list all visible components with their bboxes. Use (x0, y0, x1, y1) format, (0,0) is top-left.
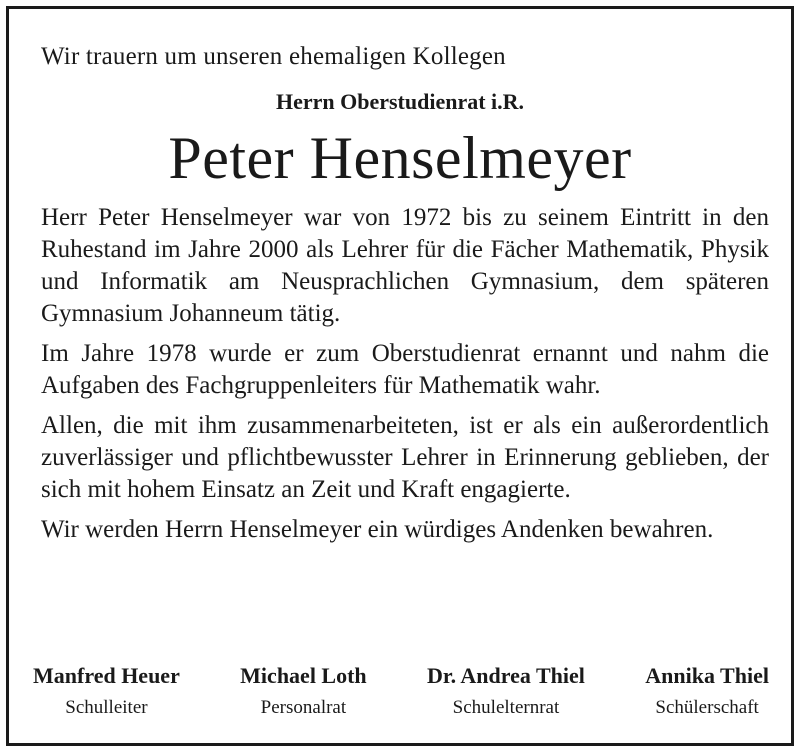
signatory-role: Personalrat (260, 697, 347, 718)
signatory-name: Manfred Heuer (33, 663, 180, 688)
signatory-role: Schulleiter (65, 697, 148, 718)
signatory (33, 662, 180, 722)
signatory-role: Schulelternrat (452, 697, 560, 718)
paragraph-closing: Wir werden Herrn Henselmeyer ein würdiges Andenken bewahren. (41, 516, 714, 543)
body-text (41, 202, 769, 554)
paragraph-promotion: Im Jahre 1978 wurde er zum Oberstudienrat ernannt und nahm die Aufgaben des Fachgruppenleiters für Mathematik wahr. (41, 340, 769, 399)
signatory-role: Schülerschaft (655, 697, 759, 718)
signatories (33, 662, 769, 722)
paragraph-remembrance: Allen, die mit ihm zusammenarbeiteten, ist er als ein außerordentlich zuverlässiger und pflichtbewusster Lehrer in Erinnerung geblieben, der sich mit hohem Einsatz an Zeit und Kraft engagierte. (41, 412, 769, 503)
deceased-name: Peter Henselmeyer (168, 125, 632, 191)
intro-line: Wir trauern um unseren ehemaligen Kollegen (41, 43, 506, 70)
paragraph-career: Herr Peter Henselmeyer war von 1972 bis zu seinem Eintritt in den Ruhestand im Jahre 2000 als Lehrer für die Fächer Mathematik, Physik und Informatik am Neusprachlichen Gymnasium, dem späteren Gymnasium Johanneum tätig. (41, 204, 769, 327)
signatory (240, 662, 367, 722)
signatory-name: Annika Thiel (645, 663, 769, 688)
signatory (427, 662, 585, 722)
signatory-name: Michael Loth (240, 663, 367, 688)
obituary-notice (6, 6, 794, 746)
signatory-name: Dr. Andrea Thiel (427, 663, 585, 688)
honorific-title: Herrn Oberstudienrat i.R. (275, 89, 525, 114)
signatory (645, 662, 769, 722)
